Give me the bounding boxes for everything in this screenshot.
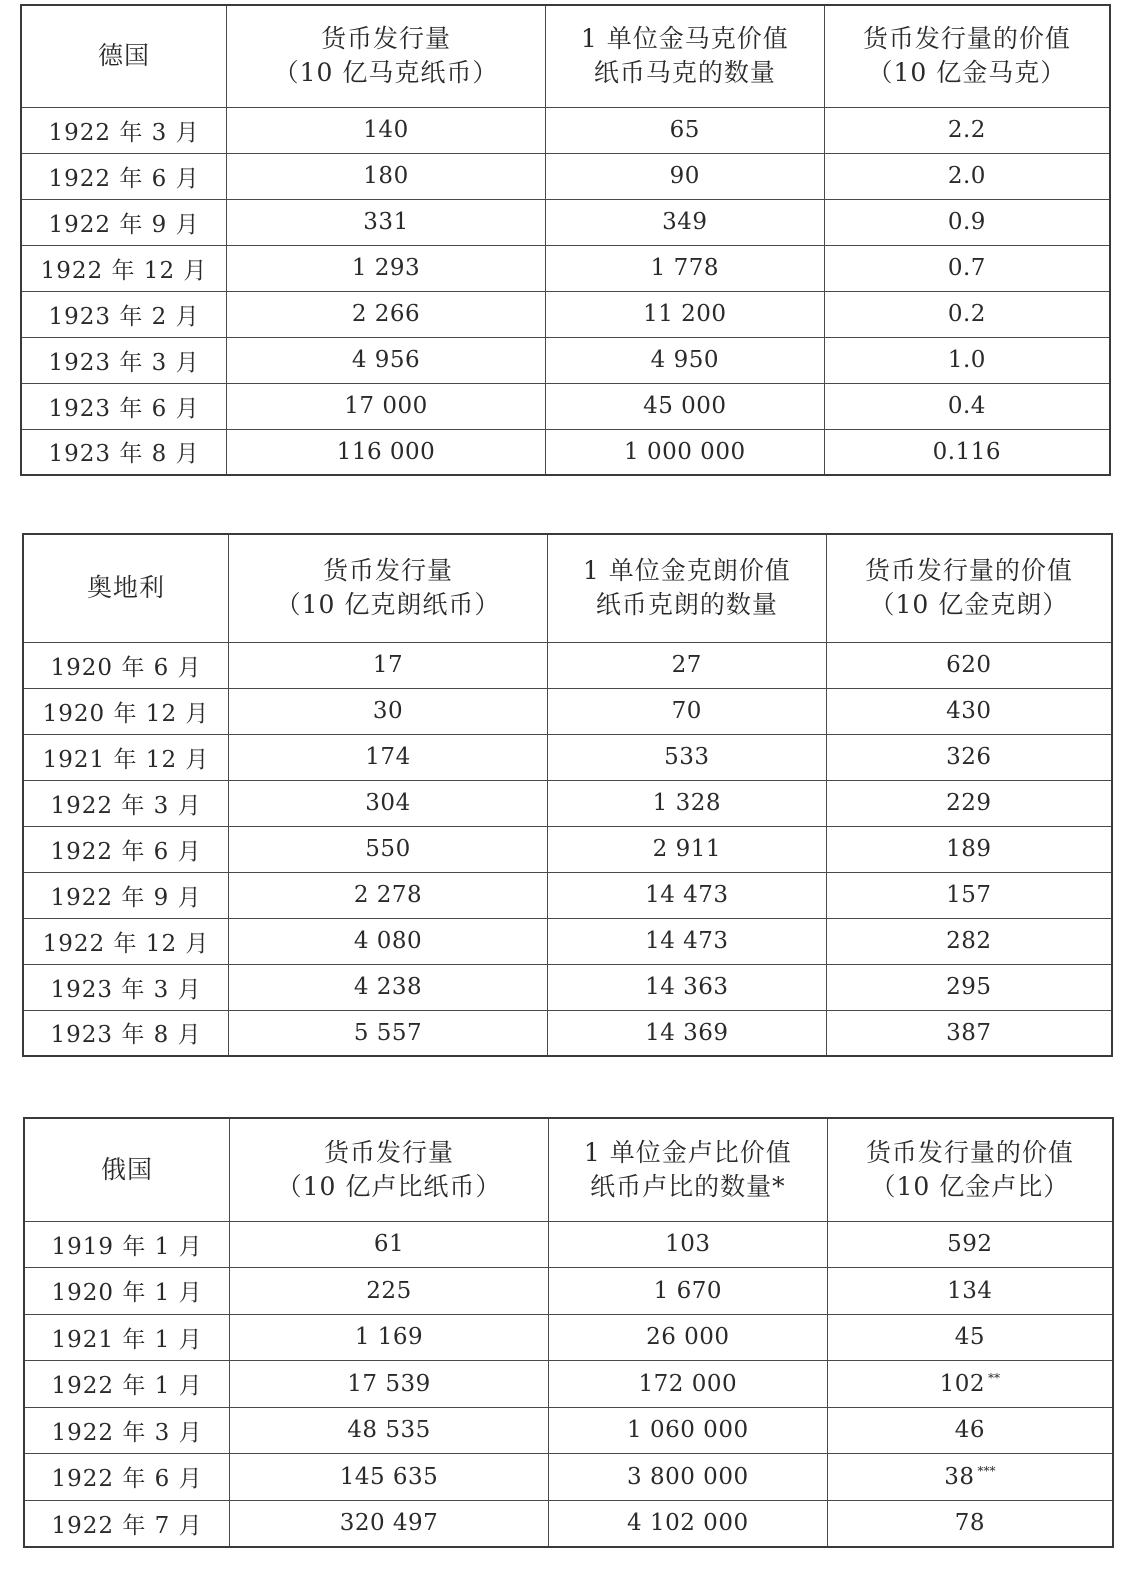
issue-header	[230, 1118, 549, 1221]
issue-cell-text: 174	[365, 744, 411, 770]
value-cell	[827, 1221, 1113, 1268]
country-header: 奥地利	[23, 534, 229, 642]
rate-cell	[545, 291, 824, 337]
issue-cell	[229, 872, 548, 918]
value-cell-text: 134	[947, 1277, 993, 1304]
date-cell-text: 1923 年 2 月	[48, 303, 200, 330]
rate-cell	[548, 1221, 827, 1268]
date-cell	[24, 1454, 230, 1501]
date-cell-text: 1919 年 1 月	[51, 1233, 203, 1260]
issue-cell	[230, 1361, 549, 1408]
value-cell	[826, 1010, 1112, 1056]
value-cell	[824, 245, 1110, 291]
value-cell-text: 295	[946, 974, 992, 1000]
rate-cell	[547, 688, 826, 734]
table-row	[21, 199, 1110, 245]
rate-cell-text: 349	[662, 209, 708, 235]
value-cell	[824, 199, 1110, 245]
header-line: 1 单位金克朗价值	[582, 556, 791, 586]
issue-cell-text: 17 539	[347, 1370, 431, 1397]
date-cell	[21, 291, 227, 337]
date-cell	[21, 429, 227, 475]
issue-cell	[227, 107, 546, 153]
rate-header	[545, 5, 824, 107]
issue-cell	[227, 291, 546, 337]
issue-cell-text: 4 238	[353, 974, 423, 1000]
value-cell	[826, 826, 1112, 872]
table-header-row	[24, 1118, 1113, 1221]
issue-cell-text: 145 635	[339, 1463, 439, 1490]
value-cell	[824, 153, 1110, 199]
rate-cell	[547, 872, 826, 918]
date-cell	[23, 734, 229, 780]
country-header: 德国	[21, 5, 227, 107]
rate-cell-text: 14 473	[645, 882, 729, 908]
rate-cell-text: 27	[671, 652, 702, 678]
issue-cell-text: 116 000	[336, 438, 436, 465]
rate-cell-text: 14 363	[645, 974, 729, 1000]
header-line: 纸币卢比的数量*	[590, 1171, 786, 1201]
rate-cell	[547, 780, 826, 826]
date-cell-text: 1921 年 12 月	[42, 746, 210, 773]
date-cell	[21, 337, 227, 383]
rate-cell	[545, 107, 824, 153]
issue-cell-text: 2 278	[353, 882, 423, 908]
rate-cell	[545, 245, 824, 291]
issue-cell	[229, 1010, 548, 1056]
date-cell	[23, 642, 229, 688]
date-cell-text: 1920 年 1 月	[51, 1280, 203, 1307]
issue-cell-text: 180	[363, 163, 409, 189]
date-cell	[23, 872, 229, 918]
issue-cell	[227, 337, 546, 383]
table-row	[24, 1314, 1113, 1361]
issue-cell	[230, 1500, 549, 1547]
date-cell-text: 1922 年 3 月	[50, 792, 202, 819]
issue-cell	[229, 826, 548, 872]
issue-cell	[227, 199, 546, 245]
table-row	[21, 291, 1110, 337]
value-cell-text: 189	[946, 836, 992, 862]
issue-cell	[229, 688, 548, 734]
header-line: 货币发行量的价值	[864, 556, 1073, 586]
header-line: 1 单位金卢比价值	[583, 1137, 792, 1167]
date-cell	[21, 153, 227, 199]
value-cell-text: 430	[946, 698, 992, 724]
austria-table	[22, 533, 1113, 1057]
rate-cell-text: 45 000	[643, 393, 727, 419]
table-row	[24, 1221, 1113, 1268]
rate-cell	[547, 642, 826, 688]
rate-cell	[548, 1500, 827, 1547]
issue-cell-text: 4 956	[351, 347, 421, 373]
value-cell	[826, 688, 1112, 734]
header-line: （10 亿克朗纸币）	[275, 590, 501, 620]
rate-cell-text: 2 911	[652, 836, 721, 862]
date-cell-text: 1922 年 1 月	[51, 1373, 203, 1400]
table-row	[24, 1361, 1113, 1408]
rate-cell	[545, 383, 824, 429]
date-cell	[23, 918, 229, 964]
table-header-row	[23, 534, 1112, 642]
rate-cell-text: 14 473	[645, 928, 729, 954]
table-row	[24, 1500, 1113, 1547]
rate-cell-text: 26 000	[646, 1324, 730, 1351]
date-cell-text: 1920 年 12 月	[42, 700, 210, 727]
value-cell-text: 157	[946, 882, 992, 908]
issue-cell	[229, 642, 548, 688]
header-line: （10 亿马克纸币）	[273, 58, 499, 88]
date-cell-text: 1922 年 12 月	[42, 930, 210, 957]
issue-cell-text: 304	[365, 790, 411, 816]
table-row	[21, 429, 1110, 475]
table-row	[23, 780, 1112, 826]
rate-cell-text: 3 800 000	[627, 1463, 749, 1490]
issue-cell-text: 61	[373, 1231, 405, 1258]
date-cell-text: 1922 年 7 月	[51, 1512, 203, 1539]
date-cell	[23, 826, 229, 872]
rate-cell	[547, 734, 826, 780]
table-row	[23, 734, 1112, 780]
header-line: （10 亿卢比纸币）	[276, 1171, 502, 1201]
issue-cell	[230, 1314, 549, 1361]
issue-cell	[227, 429, 546, 475]
rate-cell-text: 65	[669, 117, 700, 143]
value-cell-text: 229	[946, 790, 992, 816]
header-line: （10 亿金卢比）	[870, 1171, 1070, 1201]
issue-cell	[229, 918, 548, 964]
rate-cell	[548, 1268, 827, 1315]
date-cell	[21, 383, 227, 429]
table-row	[23, 964, 1112, 1010]
table-row	[23, 688, 1112, 734]
value-cell-text: 0.116	[932, 438, 1002, 465]
date-cell	[23, 780, 229, 826]
date-cell-text: 1922 年 6 月	[51, 1466, 203, 1493]
issue-cell-text: 30	[372, 698, 404, 724]
value-cell	[824, 337, 1110, 383]
date-cell	[24, 1268, 230, 1315]
value-cell	[824, 107, 1110, 153]
date-cell-text: 1922 年 9 月	[50, 884, 202, 911]
value-cell-text: 326	[946, 744, 992, 770]
issue-cell-text: 4 080	[353, 928, 423, 954]
value-cell	[827, 1268, 1113, 1315]
table-row	[24, 1454, 1113, 1501]
rate-cell-text: 11 200	[643, 301, 727, 327]
table-header-row	[21, 5, 1110, 107]
rate-cell	[547, 826, 826, 872]
rate-cell-text: 70	[671, 698, 702, 724]
issue-cell-text: 320 497	[339, 1510, 439, 1536]
issue-cell-text: 1 293	[351, 255, 421, 281]
value-cell-text: 2.0	[947, 163, 986, 189]
value-cell-text: 620	[946, 652, 992, 678]
value-cell-text: 1.0	[947, 347, 986, 373]
issue-cell	[227, 245, 546, 291]
value-cell	[826, 872, 1112, 918]
issue-cell	[230, 1454, 549, 1501]
value-cell	[826, 918, 1112, 964]
rate-cell	[548, 1454, 827, 1501]
date-cell	[21, 199, 227, 245]
table-row	[24, 1268, 1113, 1315]
value-cell	[827, 1407, 1113, 1454]
value-cell	[824, 291, 1110, 337]
date-cell-text: 1921 年 1 月	[51, 1326, 203, 1353]
value-cell	[827, 1500, 1113, 1547]
rate-cell	[548, 1314, 827, 1361]
value-cell	[826, 964, 1112, 1010]
rate-cell	[548, 1407, 827, 1454]
issue-cell-text: 140	[363, 117, 409, 143]
issue-cell	[229, 734, 548, 780]
date-cell-text: 1920 年 6 月	[50, 654, 202, 681]
issue-cell-text: 17	[372, 652, 404, 678]
header-line: 货币发行量	[320, 24, 451, 54]
footnote-mark: ***	[977, 1464, 996, 1479]
issue-cell-text: 550	[365, 836, 411, 862]
rate-cell-text: 14 369	[645, 1019, 729, 1046]
rate-cell-text: 103	[665, 1231, 711, 1258]
date-cell	[24, 1500, 230, 1547]
header-line: （10 亿金马克）	[867, 58, 1067, 88]
date-cell-text: 1922 年 6 月	[50, 838, 202, 865]
rate-cell-text: 90	[669, 163, 700, 189]
date-cell-text: 1923 年 3 月	[48, 349, 200, 376]
value-header	[827, 1118, 1113, 1221]
value-cell	[824, 383, 1110, 429]
table-row	[23, 642, 1112, 688]
date-cell	[24, 1361, 230, 1408]
rate-cell-text: 1 328	[652, 790, 721, 816]
table-row	[23, 918, 1112, 964]
table-row	[21, 383, 1110, 429]
rate-header	[548, 1118, 827, 1221]
value-cell	[826, 642, 1112, 688]
date-cell-text: 1922 年 12 月	[40, 257, 208, 284]
rate-cell-text: 1 060 000	[627, 1417, 749, 1444]
value-cell	[827, 1314, 1113, 1361]
value-cell-text: 102	[939, 1370, 986, 1397]
header-line: （10 亿金克朗）	[869, 590, 1069, 620]
date-cell-text: 1922 年 3 月	[51, 1419, 203, 1446]
value-cell-text: 78	[954, 1510, 985, 1536]
rate-cell	[545, 153, 824, 199]
issue-cell-text: 5 557	[353, 1019, 423, 1046]
issue-cell-text: 17 000	[344, 393, 428, 419]
date-cell-text: 1922 年 9 月	[48, 211, 200, 238]
date-cell	[23, 1010, 229, 1056]
rate-cell-text: 1 000 000	[624, 438, 746, 465]
rate-cell-text: 172 000	[638, 1370, 738, 1397]
date-cell	[23, 964, 229, 1010]
date-cell	[24, 1314, 230, 1361]
value-header	[826, 534, 1112, 642]
value-cell-text: 46	[954, 1417, 985, 1444]
header-line: 货币发行量的价值	[862, 24, 1071, 54]
rate-cell-text: 4 102 000	[627, 1510, 749, 1536]
issue-cell	[229, 964, 548, 1010]
header-line: 纸币克朗的数量	[595, 590, 778, 620]
issue-cell	[227, 383, 546, 429]
date-cell-text: 1922 年 6 月	[48, 165, 200, 192]
header-line: 货币发行量	[322, 556, 453, 586]
value-cell	[824, 429, 1110, 475]
table-row	[24, 1407, 1113, 1454]
date-cell	[24, 1221, 230, 1268]
date-cell-text: 1923 年 8 月	[50, 1022, 202, 1049]
rate-cell	[545, 337, 824, 383]
header-line: 货币发行量的价值	[865, 1137, 1074, 1167]
rate-cell	[545, 199, 824, 245]
table-row	[21, 153, 1110, 199]
issue-cell-text: 1 169	[354, 1324, 424, 1351]
date-cell	[21, 107, 227, 153]
value-cell-text: 387	[946, 1019, 992, 1046]
issue-header	[229, 534, 548, 642]
date-cell-text: 1923 年 6 月	[48, 395, 200, 422]
date-cell	[23, 688, 229, 734]
rate-cell-text: 533	[664, 744, 710, 770]
issue-cell	[227, 153, 546, 199]
date-cell-text: 1923 年 3 月	[50, 976, 202, 1003]
issue-cell-text: 48 535	[347, 1417, 431, 1444]
rate-cell	[547, 964, 826, 1010]
table-row	[23, 826, 1112, 872]
table-row	[23, 1010, 1112, 1056]
table-row	[21, 107, 1110, 153]
value-cell-text: 0.9	[947, 209, 986, 235]
rate-cell	[545, 429, 824, 475]
issue-cell	[230, 1407, 549, 1454]
value-cell-text: 0.2	[947, 301, 986, 327]
issue-header	[227, 5, 546, 107]
header-line: 纸币马克的数量	[593, 58, 776, 88]
date-cell	[21, 245, 227, 291]
rate-header	[547, 534, 826, 642]
value-cell	[826, 734, 1112, 780]
issue-cell	[230, 1268, 549, 1315]
value-header	[824, 5, 1110, 107]
header-line: 1 单位金马克价值	[580, 24, 789, 54]
issue-cell-text: 2 266	[351, 301, 421, 327]
value-cell	[827, 1454, 1113, 1501]
issue-cell-text: 225	[366, 1277, 412, 1304]
date-cell	[24, 1407, 230, 1454]
rate-cell-text: 4 950	[650, 347, 719, 373]
rate-cell-text: 1 778	[650, 255, 719, 281]
rate-cell	[548, 1361, 827, 1408]
rate-cell	[547, 918, 826, 964]
value-cell	[827, 1361, 1113, 1408]
value-cell-text: 0.4	[947, 393, 986, 419]
rate-cell	[547, 1010, 826, 1056]
table-row	[21, 245, 1110, 291]
value-cell-text: 38	[944, 1463, 975, 1490]
germany-table	[20, 4, 1111, 476]
date-cell-text: 1923 年 8 月	[48, 441, 200, 468]
rate-cell-text: 1 670	[653, 1277, 722, 1304]
table-row	[23, 872, 1112, 918]
table-row	[21, 337, 1110, 383]
value-cell-text: 45	[954, 1324, 985, 1351]
russia-table	[23, 1117, 1114, 1548]
value-cell	[826, 780, 1112, 826]
country-header: 俄国	[24, 1118, 230, 1221]
footnote-mark: **	[988, 1371, 1001, 1386]
header-line: 货币发行量	[323, 1137, 454, 1167]
value-cell-text: 0.7	[947, 255, 986, 281]
value-cell-text: 2.2	[947, 117, 986, 143]
value-cell-text: 592	[947, 1231, 993, 1258]
issue-cell-text: 331	[363, 209, 409, 235]
date-cell-text: 1922 年 3 月	[48, 119, 200, 146]
issue-cell	[230, 1221, 549, 1268]
issue-cell	[229, 780, 548, 826]
value-cell-text: 282	[946, 928, 992, 954]
